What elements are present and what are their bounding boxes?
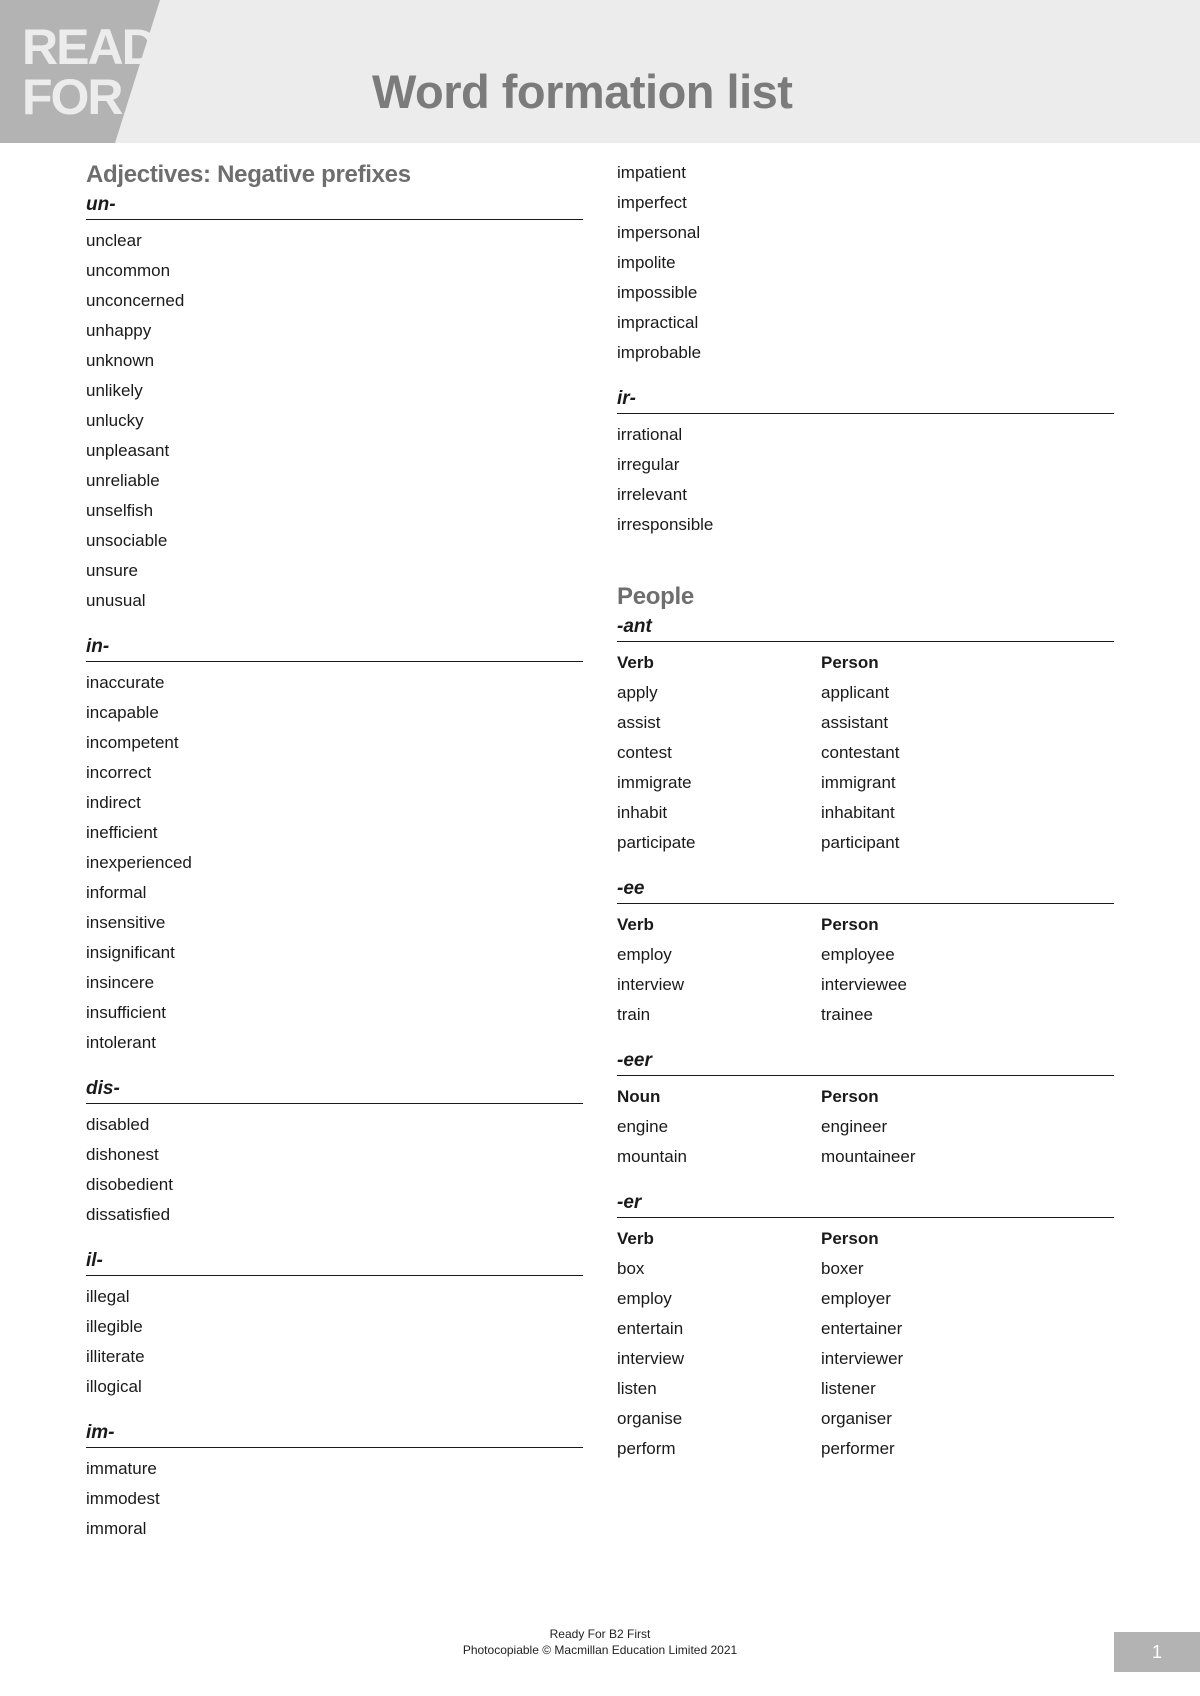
list-item: impolite: [617, 253, 676, 272]
table-row: [617, 1314, 1114, 1344]
table-header-row: [617, 1082, 1114, 1112]
table-ee: [617, 876, 1114, 1030]
table-cell: performer: [821, 1439, 895, 1458]
table-cell: participant: [821, 833, 900, 852]
list-item: unsociable: [86, 531, 168, 550]
list-item: irregular: [617, 455, 680, 474]
table-cell: entertain: [617, 1319, 684, 1338]
table-row: [617, 1112, 1114, 1142]
word-list: [86, 1454, 583, 1544]
list-item: unhappy: [86, 321, 152, 340]
group-heading: -er: [617, 1190, 1114, 1218]
table-row: [617, 828, 1114, 858]
list-item: unsure: [86, 561, 138, 580]
group-im-continued: [617, 158, 1114, 368]
table-cell: interviewee: [821, 975, 907, 994]
table-row: [617, 1434, 1114, 1464]
column-header: Verb: [617, 915, 654, 934]
list-item: unlucky: [86, 411, 144, 430]
list-item: improbable: [617, 343, 702, 362]
table-cell: box: [617, 1259, 645, 1278]
list-item: unclear: [86, 231, 142, 250]
list-item: unreliable: [86, 471, 160, 490]
list-item: illegal: [86, 1287, 130, 1306]
table-row: [617, 768, 1114, 798]
page-number: 1: [1114, 1632, 1200, 1672]
column-header: Person: [821, 1229, 879, 1248]
table-cell: employ: [617, 1289, 672, 1308]
list-item: unlikely: [86, 381, 143, 400]
group-il: [86, 1248, 583, 1402]
page-header: [0, 0, 1200, 143]
list-item: insignificant: [86, 943, 175, 962]
table-cell: train: [617, 1005, 651, 1024]
table-cell: participate: [617, 833, 696, 852]
table-cell: applicant: [821, 683, 890, 702]
table-row: [617, 1404, 1114, 1434]
table-cell: listen: [617, 1379, 657, 1398]
list-item: incorrect: [86, 763, 152, 782]
table-cell: inhabitant: [821, 803, 895, 822]
group-im: [86, 1420, 583, 1544]
word-table: [617, 1082, 1114, 1172]
list-item: inexperienced: [86, 853, 192, 872]
list-item: unconcerned: [86, 291, 185, 310]
column-header: Noun: [617, 1087, 661, 1106]
list-item: dissatisfied: [86, 1205, 171, 1224]
column-header: Person: [821, 915, 879, 934]
list-item: incapable: [86, 703, 159, 722]
table-row: [617, 1142, 1114, 1172]
list-item: uncommon: [86, 261, 171, 280]
list-item: impractical: [617, 313, 699, 332]
list-item: immature: [86, 1459, 157, 1478]
table-cell: interview: [617, 975, 685, 994]
table-cell: mountain: [617, 1147, 687, 1166]
column-header: Verb: [617, 1229, 654, 1248]
table-cell: employ: [617, 945, 672, 964]
group-ir: [617, 386, 1114, 540]
table-row: [617, 1000, 1114, 1030]
group-heading: im-: [86, 1420, 583, 1448]
list-item: imperfect: [617, 193, 687, 212]
table-cell: perform: [617, 1439, 676, 1458]
table-row: [617, 798, 1114, 828]
left-column: [86, 158, 583, 1562]
table-header-row: [617, 1224, 1114, 1254]
table-cell: entertainer: [821, 1319, 903, 1338]
word-list: [86, 1110, 583, 1230]
section-title-people: People: [617, 583, 694, 610]
table-cell: interviewer: [821, 1349, 904, 1368]
table-cell: interview: [617, 1349, 685, 1368]
list-item: impossible: [617, 283, 698, 302]
group-heading: -ee: [617, 876, 1114, 904]
group-dis: [86, 1076, 583, 1230]
table-row: [617, 678, 1114, 708]
list-item: insensitive: [86, 913, 166, 932]
list-item: disabled: [86, 1115, 150, 1134]
word-list: [86, 226, 583, 616]
word-table: [617, 910, 1114, 1030]
table-cell: employer: [821, 1289, 891, 1308]
table-row: [617, 708, 1114, 738]
table-cell: engineer: [821, 1117, 888, 1136]
list-item: inefficient: [86, 823, 158, 842]
word-list: [617, 158, 1114, 368]
column-header: Person: [821, 1087, 879, 1106]
table-cell: apply: [617, 683, 658, 702]
right-column: [617, 158, 1114, 1482]
logo-line1: READY: [22, 19, 188, 75]
list-item: immodest: [86, 1489, 160, 1508]
group-heading: un-: [86, 192, 583, 220]
footer-copyright: Photocopiable © Macmillan Education Limited 2021: [462, 1643, 738, 1657]
table-row: [617, 1374, 1114, 1404]
word-list: [617, 420, 1114, 540]
list-item: unpleasant: [86, 441, 170, 460]
table-cell: engine: [617, 1117, 669, 1136]
table-cell: mountaineer: [821, 1147, 916, 1166]
table-cell: organiser: [821, 1409, 892, 1428]
column-header: Verb: [617, 653, 654, 672]
list-item: unknown: [86, 351, 155, 370]
list-item: impersonal: [617, 223, 701, 242]
table-row: [617, 970, 1114, 1000]
group-heading: -eer: [617, 1048, 1114, 1076]
table-cell: boxer: [821, 1259, 864, 1278]
table-cell: employee: [821, 945, 895, 964]
word-table: [617, 648, 1114, 858]
table-row: [617, 940, 1114, 970]
table-cell: contest: [617, 743, 672, 762]
list-item: irrational: [617, 425, 683, 444]
logo-line2: FOR: [22, 69, 122, 125]
table-header-row: [617, 648, 1114, 678]
group-heading: il-: [86, 1248, 583, 1276]
list-item: disobedient: [86, 1175, 173, 1194]
list-item: unselfish: [86, 501, 154, 520]
word-table: [617, 1224, 1114, 1464]
table-cell: trainee: [821, 1005, 873, 1024]
table-eer: [617, 1048, 1114, 1172]
section-title-adjectives: Adjectives: Negative prefixes: [86, 161, 411, 188]
list-item: irrelevant: [617, 485, 687, 504]
table-cell: immigrant: [821, 773, 896, 792]
table-ant: [617, 614, 1114, 858]
table-row: [617, 1344, 1114, 1374]
group-heading: dis-: [86, 1076, 583, 1104]
list-item: insufficient: [86, 1003, 167, 1022]
footer-book-title: Ready For B2 First: [549, 1627, 651, 1641]
table-cell: inhabit: [617, 803, 668, 822]
list-item: illogical: [86, 1377, 142, 1396]
table-cell: assistant: [821, 713, 889, 732]
table-cell: assist: [617, 713, 661, 732]
list-item: illiterate: [86, 1347, 145, 1366]
list-item: illegible: [86, 1317, 143, 1336]
word-list: [86, 1282, 583, 1402]
ready-for-logo: [0, 0, 200, 143]
list-item: dishonest: [86, 1145, 159, 1164]
table-cell: listener: [821, 1379, 876, 1398]
list-item: immoral: [86, 1519, 147, 1538]
group-in: [86, 634, 583, 1058]
page-footer: [300, 1626, 900, 1658]
list-item: insincere: [86, 973, 155, 992]
group-heading: -ant: [617, 614, 1114, 642]
table-er: [617, 1190, 1114, 1464]
list-item: indirect: [86, 793, 141, 812]
table-header-row: [617, 910, 1114, 940]
group-heading: in-: [86, 634, 583, 662]
list-item: incompetent: [86, 733, 179, 752]
table-row: [617, 1254, 1114, 1284]
table-row: [617, 1284, 1114, 1314]
list-item: informal: [86, 883, 147, 902]
page-title: Word formation list: [372, 65, 793, 118]
table-cell: organise: [617, 1409, 683, 1428]
column-header: Person: [821, 653, 879, 672]
table-row: [617, 738, 1114, 768]
word-list: [86, 668, 583, 1058]
list-item: intolerant: [86, 1033, 156, 1052]
table-cell: immigrate: [617, 773, 692, 792]
list-item: inaccurate: [86, 673, 165, 692]
table-cell: contestant: [821, 743, 900, 762]
list-item: irresponsible: [617, 515, 714, 534]
group-un: [86, 192, 583, 616]
list-item: unusual: [86, 591, 146, 610]
list-item: impatient: [617, 163, 686, 182]
group-heading: ir-: [617, 386, 1114, 414]
